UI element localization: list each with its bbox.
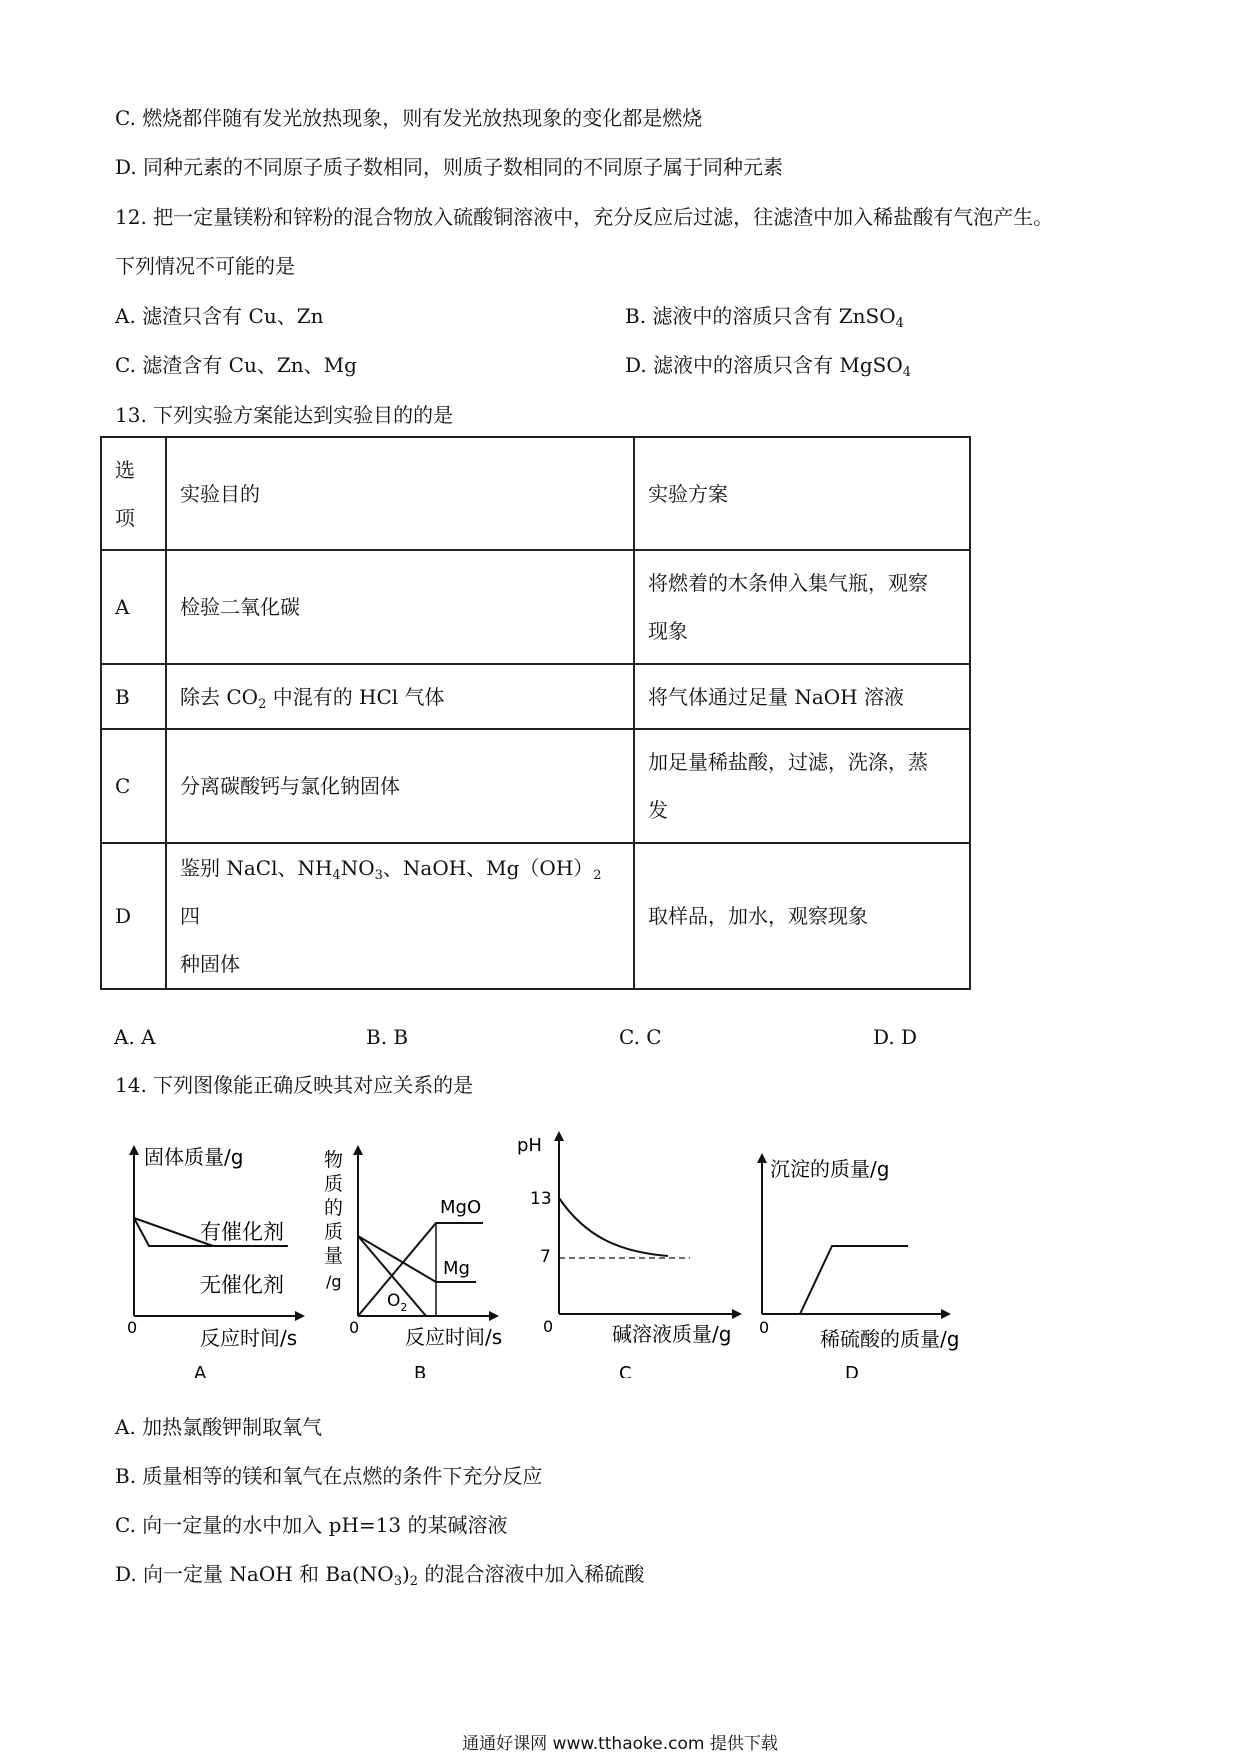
q13-stem: 13. 下列实验方案能达到实验目的的是 <box>115 403 454 427</box>
graph-d-origin: 0 <box>759 1318 770 1337</box>
q11-option-c: C. 燃烧都伴随有发光放热现象，则有发光放热现象的变化都是燃烧 <box>115 106 703 130</box>
graph-d-line <box>800 1246 908 1314</box>
row-c-purpose: 分离碳酸钙与氯化钠固体 <box>166 729 634 843</box>
graph-c-xlabel: 碱溶液质量/g <box>612 1322 732 1346</box>
row-a-plan: 将燃着的木条伸入集气瓶，观察 现象 <box>634 550 970 664</box>
row-c-label: C <box>101 729 166 843</box>
q14-option-a: A. 加热氯酸钾制取氧气 <box>115 1415 323 1439</box>
header-plan: 实验方案 <box>634 437 970 550</box>
graph-a-origin: 0 <box>127 1318 138 1337</box>
table-header-row <box>101 437 970 550</box>
graph-b-ylabel-1: 物 <box>324 1149 344 1171</box>
graph-b-caption: B <box>414 1363 427 1378</box>
q13-option-b: B. B <box>366 1025 409 1049</box>
row-d-purpose: 鉴别 NaCl、$NH_4NO_3$、NaOH、$Mg(OH)_2$四 种固体 <box>166 843 634 989</box>
graph-d-xlabel: 稀硫酸的质量/g <box>820 1327 960 1351</box>
graph-d <box>759 1157 959 1378</box>
experiment-table <box>100 436 971 990</box>
graph-a-xlabel: 反应时间/s <box>200 1326 298 1350</box>
graph-c-caption: C <box>619 1363 632 1378</box>
footer-source: 通通好课网 www.tthaoke.com 提供下载 <box>462 1734 778 1754</box>
q12-option-a: A. 滤渣只含有 Cu、Zn <box>115 304 324 328</box>
graph-a <box>127 1145 300 1378</box>
graph-c <box>517 1135 737 1378</box>
graph-b-ylabel-3: 的 <box>324 1197 344 1219</box>
q14-option-d: D. 向一定量 NaOH 和 $Ba(NO_3)_2$ 的混合溶液中加入稀硫酸 <box>115 1562 645 1589</box>
graph-b-ylabel-2: 质 <box>324 1173 344 1195</box>
q12-option-c: C. 滤渣含有 Cu、Zn、Mg <box>115 353 357 377</box>
table-row-b <box>101 664 970 729</box>
q14-stem: 14. 下列图像能正确反映其对应关系的是 <box>115 1073 474 1097</box>
graph-b-label-mg: Mg <box>443 1258 470 1279</box>
q13-options <box>0 1022 1240 1052</box>
graph-a-label-catalyst: 有催化剂 <box>200 1220 284 1244</box>
q14-option-b: B. 质量相等的镁和氧气在点燃的条件下充分反应 <box>115 1464 543 1488</box>
graph-a-caption: A <box>194 1363 207 1378</box>
graph-a-ylabel: 固体质量/g <box>144 1145 244 1169</box>
table-row-c <box>101 729 970 843</box>
table-row-d <box>101 843 970 989</box>
graph-b-label-mgo: MgO <box>440 1197 482 1218</box>
row-d-plan: 取样品，加水，观察现象 <box>634 843 970 989</box>
q14-option-c: C. 向一定量的水中加入 pH=13 的某碱溶液 <box>115 1513 508 1537</box>
row-a-label: A <box>101 550 166 664</box>
row-b-plan: 将气体通过足量 NaOH 溶液 <box>634 664 970 729</box>
graph-b-ylabel-6: /g <box>326 1272 342 1291</box>
graph-b <box>324 1149 502 1378</box>
q13-option-d: D. D <box>873 1025 918 1049</box>
graph-c-tick-7: 7 <box>540 1247 551 1267</box>
q11-option-d: D. 同种元素的不同原子质子数相同，则质子数相同的不同原子属于同种元素 <box>115 155 784 179</box>
table-row-a <box>101 550 970 664</box>
graph-c-ylabel: pH <box>517 1135 542 1156</box>
graph-d-caption: D <box>845 1363 859 1378</box>
graph-c-tick-13: 13 <box>530 1189 552 1209</box>
q12-option-d: D. 滤液中的溶质只含有 MgSO$_4$ <box>625 353 912 380</box>
header-purpose: 实验目的 <box>166 437 634 550</box>
graph-c-curve <box>559 1198 668 1256</box>
graph-b-ylabel-4: 质 <box>324 1221 344 1243</box>
row-c-plan: 加足量稀盐酸，过滤，洗涤，蒸 发 <box>634 729 970 843</box>
graph-b-ylabel-5: 量 <box>324 1245 344 1267</box>
row-a-purpose: 检验二氧化碳 <box>166 550 634 664</box>
graph-b-xlabel: 反应时间/s <box>405 1325 503 1349</box>
q12-option-b: B. 滤液中的溶质只含有 ZnSO$_4$ <box>625 304 904 331</box>
q13-option-c: C. C <box>619 1025 662 1049</box>
graph-b-origin: 0 <box>349 1318 360 1337</box>
graph-d-ylabel: 沉淀的质量/g <box>770 1157 890 1181</box>
graph-b-label-o2: $O_2$ <box>387 1291 408 1314</box>
row-b-purpose: 除去 $CO_2$ 中混有的 HCl 气体 <box>166 664 634 729</box>
row-b-label: B <box>101 664 166 729</box>
row-d-label: D <box>101 843 166 989</box>
graph-a-label-no-catalyst: 无催化剂 <box>200 1273 284 1297</box>
q14-graphs <box>0 1118 1240 1378</box>
q12-stem-line1: 12. 把一定量镁粉和锌粉的混合物放入硫酸铜溶液中，充分反应后过滤，往滤渣中加入稀盐酸有气泡产生。 <box>115 205 1054 229</box>
header-option: 选 项 <box>101 437 166 550</box>
q12-stem-line2: 下列情况不可能的是 <box>115 254 295 278</box>
q13-option-a: A. A <box>114 1025 156 1049</box>
graph-c-origin: 0 <box>543 1317 554 1336</box>
